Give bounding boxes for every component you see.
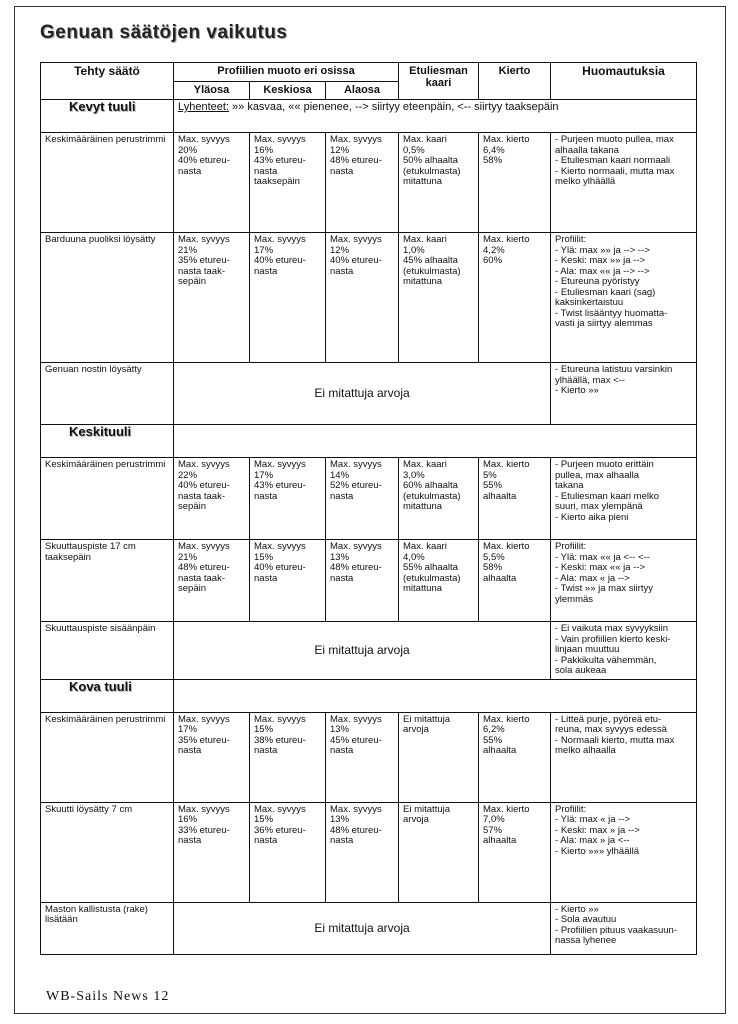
note-line: - Ylä: max « ja -->: [555, 814, 631, 825]
cell-lower: Max. syvyys 12% 40% etureu- nasta: [326, 233, 399, 363]
row-label: Skuuttauspiste sisäänpäin: [41, 622, 174, 680]
cell-middle: Max. syvyys 15% 38% etureu- nasta: [250, 712, 326, 802]
note-line: - Etuliesman kaari melko suuri, max ylempänä: [555, 490, 660, 512]
cell-luff: Max. kaari 4,0% 55% alhaalta (etukulmasta) mitattuna: [399, 540, 479, 622]
table-row: [41, 622, 697, 680]
notes-cell: [551, 133, 697, 233]
note-line: - Etureuna pyöristyy: [555, 276, 640, 287]
notes-cell: [551, 622, 697, 680]
note-line: - Kierto normaali, mutta max melko ylhäällä: [555, 165, 675, 187]
col-header-twist: Kierto: [479, 63, 551, 100]
section-row: [41, 100, 697, 133]
cell-luff: Ei mitattuja arvoja: [399, 712, 479, 802]
row-label: Maston kallistusta (rake) lisätään: [41, 902, 174, 954]
section-spacer: [174, 679, 697, 712]
col-header-action: Tehty säätö: [41, 63, 174, 100]
cell-lower: Max. syvyys 13% 45% etureu- nasta: [326, 712, 399, 802]
page-footer: WB-Sails News 12: [46, 989, 170, 1004]
notes-cell: [551, 233, 697, 363]
note-line: - Kierto aika pieni: [555, 511, 629, 523]
col-header-notes: Huomautuksia: [551, 63, 697, 100]
note-line: - Vain profiilien kierto keski- linjaan muuttuu: [555, 633, 671, 655]
note-line: - Etuliesman kaari (sag) kaksinkertaistuu: [555, 286, 656, 308]
cell-twist: Max. kierto 6,2% 55% alhaalta: [479, 712, 551, 802]
note-line: - Profiilien pituus vaakasuun- nassa lyhenee: [555, 924, 677, 946]
note-line: - Normaali kierto, mutta max melko alhaalla: [555, 734, 675, 756]
table-row: [41, 712, 697, 802]
cell-middle: Max. syvyys 15% 36% etureu- nasta: [250, 802, 326, 902]
note-line: - Twist »» ja max siirtyy ylemmäs: [555, 583, 654, 605]
col-header-middle: Keskiosa: [250, 81, 326, 100]
table-row: [41, 802, 697, 902]
table-body: [41, 100, 697, 955]
note-line: - Purjeen muoto pullea, max alhaalla takana: [555, 134, 674, 156]
note-line: Profiilit:: [555, 803, 587, 815]
notes-cell: [551, 712, 697, 802]
note-line: - Etuliesman kaari normaali: [555, 155, 671, 166]
note-line: - Keski: max » ja -->: [555, 824, 640, 836]
note-line: - Ala: max «« ja --> -->: [555, 265, 650, 277]
col-header-lower: Alaosa: [326, 81, 399, 100]
notes-cell: [551, 363, 697, 425]
cell-upper: Max. syvyys 21% 48% etureu- nasta taak- sepäin: [174, 540, 250, 622]
note-line: - Purjeen muoto erittäin pullea, max alhaalla takana: [555, 459, 654, 491]
note-line: - Ylä: max »» ja --> -->: [555, 244, 650, 256]
table-row: [41, 902, 697, 954]
cell-middle: Max. syvyys 16% 43% etureu- nasta taaksepäin: [250, 133, 326, 233]
cell-twist: Max. kierto 7,0% 57% alhaalta: [479, 802, 551, 902]
note-line: - Kierto »»: [555, 903, 599, 915]
note-line: - Keski: max «« ja -->: [555, 562, 646, 573]
cell-luff: Max. kaari 1,0% 45% alhaalta (etukulmasta) mitattuna: [399, 233, 479, 363]
note-line: Profiilit:: [555, 541, 587, 552]
col-header-luff: Etuliesman kaari: [399, 63, 479, 100]
cell-luff: Ei mitattuja arvoja: [399, 802, 479, 902]
cell-upper: Max. syvyys 21% 35% etureu- nasta taak- sepäin: [174, 233, 250, 363]
cell-middle: Max. syvyys 17% 40% etureu- nasta: [250, 233, 326, 363]
note-line: - Litteä purje, pyöreä etu- reuna, max syvyys edessä: [555, 713, 667, 735]
cell-upper: Max. syvyys 16% 33% etureu- nasta: [174, 802, 250, 902]
cell-twist: Max. kierto 5,5% 58% alhaalta: [479, 540, 551, 622]
note-line: Profiilit:: [555, 234, 587, 245]
note-line: - Pakkikulta vähemmän, sola aukeaa: [555, 654, 657, 676]
section-title: Keskituuli: [41, 425, 174, 458]
note-line: - Ylä: max «« ja <-- <--: [555, 551, 650, 563]
notes-cell: [551, 458, 697, 540]
page-title: Genuan säätöjen vaikutus: [40, 22, 288, 43]
cell-upper: Max. syvyys 22% 40% etureu- nasta taak- sepäin: [174, 458, 250, 540]
section-title: Kova tuuli: [41, 679, 174, 712]
note-line: - Twist lisääntyy huomatta- vasti ja siirtyy alemmas: [555, 307, 668, 329]
notes-cell: [551, 902, 697, 954]
cell-luff: Max. kaari 0,5% 50% alhaalta (etukulmasta) mitattuna: [399, 133, 479, 233]
note-line: - Kierto »»» ylhäällä: [555, 845, 639, 857]
legend: [174, 100, 697, 133]
row-label: Keskimääräinen perustrimmi: [41, 712, 174, 802]
table-row: [41, 540, 697, 622]
note-line: - Ei vaikuta max syvyyksiin: [555, 623, 668, 634]
cell-middle: Max. syvyys 15% 40% etureu- nasta: [250, 540, 326, 622]
col-header-profile-group: Profiilien muoto eri osissa: [174, 63, 399, 82]
row-label: Barduuna puoliksi löysätty: [41, 233, 174, 363]
row-label: Skuutti löysätty 7 cm: [41, 802, 174, 902]
col-header-upper: Yläosa: [174, 81, 250, 100]
legend-key: Lyhenteet:: [178, 101, 229, 113]
cell-lower: Max. syvyys 12% 48% etureu- nasta: [326, 133, 399, 233]
table-row: [41, 458, 697, 540]
note-line: - Kierto »»: [555, 385, 599, 396]
cell-middle: Max. syvyys 17% 43% etureu- nasta: [250, 458, 326, 540]
row-label: Keskimääräinen perustrimmi: [41, 133, 174, 233]
cell-twist: Max. kierto 6,4% 58%: [479, 133, 551, 233]
table-row: [41, 233, 697, 363]
no-values-cell: Ei mitattuja arvoja: [174, 902, 551, 954]
notes-cell: [551, 540, 697, 622]
cell-twist: Max. kierto 4,2% 60%: [479, 233, 551, 363]
section-title: Kevyt tuuli: [41, 100, 174, 133]
cell-twist: Max. kierto 5% 55% alhaalta: [479, 458, 551, 540]
legend-text: »» kasvaa, «« pienenee, --> siirtyy eteenpäin, <-- siirtyy taaksepäin: [228, 101, 559, 113]
note-line: - Etureuna latistuu varsinkin ylhäällä, max <--: [555, 364, 673, 386]
section-row: [41, 679, 697, 712]
row-label: Skuuttauspiste 17 cm taaksepäin: [41, 540, 174, 622]
note-line: - Keski: max »» ja -->: [555, 255, 646, 266]
table-row: [41, 133, 697, 233]
no-values-cell: Ei mitattuja arvoja: [174, 363, 551, 425]
no-values-cell: Ei mitattuja arvoja: [174, 622, 551, 680]
cell-upper: Max. syvyys 20% 40% etureu- nasta: [174, 133, 250, 233]
note-line: - Sola avautuu: [555, 914, 617, 925]
cell-lower: Max. syvyys 13% 48% etureu- nasta: [326, 802, 399, 902]
table-row: [41, 363, 697, 425]
section-row: [41, 425, 697, 458]
note-line: - Ala: max » ja <--: [555, 835, 630, 846]
notes-cell: [551, 802, 697, 902]
cell-upper: Max. syvyys 17% 35% etureu- nasta: [174, 712, 250, 802]
cell-lower: Max. syvyys 13% 48% etureu- nasta: [326, 540, 399, 622]
row-label: Genuan nostin löysätty: [41, 363, 174, 425]
section-spacer: [174, 425, 697, 458]
adjustment-table: [40, 62, 697, 955]
note-line: - Ala: max « ja -->: [555, 572, 630, 584]
cell-luff: Max. kaari 3,0% 60% alhaalta (etukulmasta) mitattuna: [399, 458, 479, 540]
cell-lower: Max. syvyys 14% 52% etureu- nasta: [326, 458, 399, 540]
row-label: Keskimääräinen perustrimmi: [41, 458, 174, 540]
